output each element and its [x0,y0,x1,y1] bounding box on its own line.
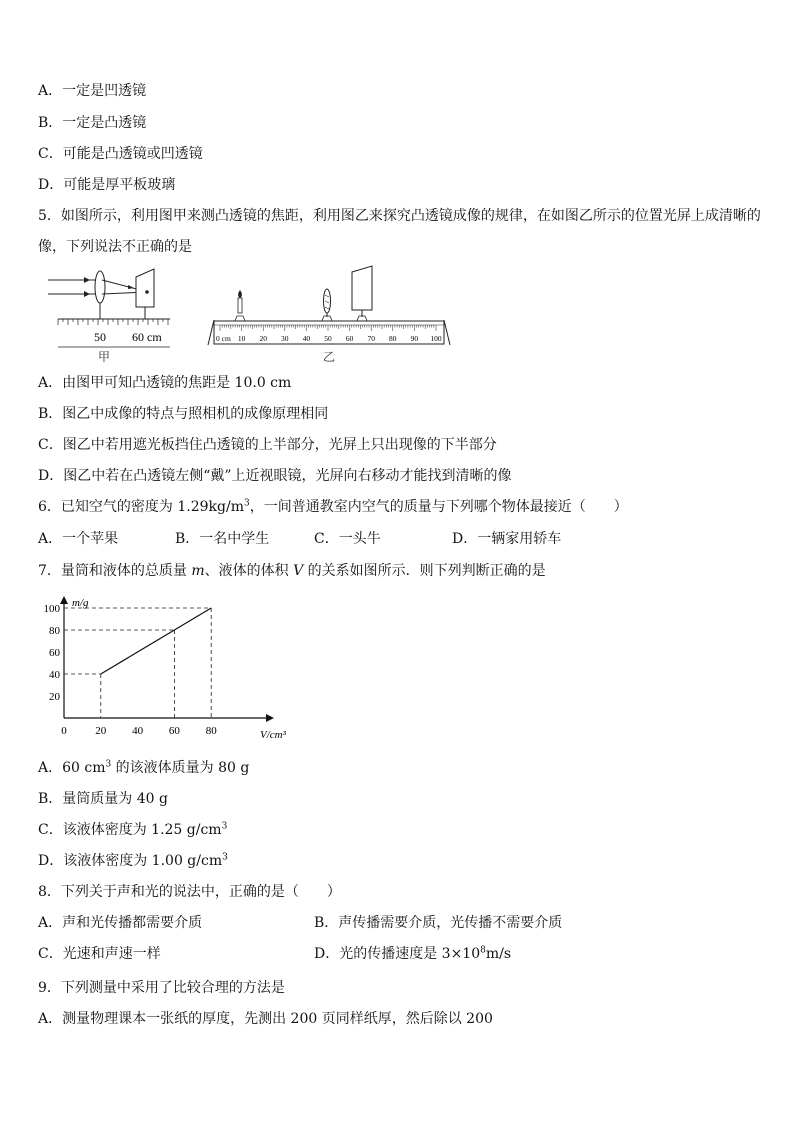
q5-stem-line2: 像，下列说法不正确的是 [38,239,192,255]
q5-stem-line1: 5．如图所示，利用图甲来测凸透镜的焦距，利用图乙来探究凸透镜成像的规律，在如图乙所示的位置光屏上成清晰的 [38,208,761,224]
x-tick-label: 20 [95,725,107,737]
q7-stem-v: V [293,563,304,579]
bench-scale-label: 40 [302,334,311,343]
y-tick-label: 40 [49,669,60,681]
q5-option-d: D．图乙中若在凸透镜左侧“戴”上近视眼镜，光屏向右移动才能找到清晰的像 [38,468,512,484]
q8-option-a: A．声和光传播都需要介质 [38,915,203,931]
q7-stem-a: 7．量筒和液体的总质量 [38,563,192,579]
q7-option-d-sup: 3 [222,852,228,863]
chart-ticks [44,603,218,737]
bench-scale-label: 10 [237,334,246,343]
q7-stem-b: 、液体的体积 [204,563,294,579]
figure-a-tick-50: 50 [94,330,106,344]
q7-option-c [38,820,227,840]
q6-stem-sup: 3 [243,498,250,509]
q8-option-d [314,944,511,964]
q8-options-row2 [38,944,758,964]
chart-series [101,608,211,674]
q7-option-c-sup: 3 [221,821,228,832]
q8-option-b: B．声传播需要介质，光传播不需要介质 [314,915,563,931]
q8-option-d-post: m/s [485,946,512,962]
x-tick-label: 0 [61,725,67,737]
figure-a-lens-focus [48,269,170,364]
q6-option-a: A．一个苹果 [38,531,119,547]
x-tick-label: 80 [205,725,217,737]
x-axis-arrow [266,714,274,722]
q7-stem-m: m [191,563,205,579]
figure-b-caption: 乙 [323,350,336,364]
q7-option-c-pre: C．该液体密度为 1.25 g/cm [38,822,222,838]
bench-scale-label: 50 [324,334,332,343]
figure-a-caption: 甲 [98,350,111,364]
q6-options [38,529,758,549]
q7-option-a [38,758,249,778]
bench-scale-label: 30 [281,334,289,343]
chart-guides [64,608,211,718]
y-tick-label: 60 [49,647,60,659]
q6-stem [38,497,628,517]
q7-chart [38,590,308,750]
q7-option-d [38,851,228,871]
bench-scale-label: 0 cm [216,334,231,343]
q7-option-a-post: 的该液体质量为 80 g [111,760,250,776]
q7-stem [38,561,546,581]
q6-option-c: C．一头牛 [314,531,381,547]
bench-scale-label: 70 [367,334,375,343]
figure-a-ruler-ticks [58,319,168,325]
q5-figures [44,263,464,367]
q7-stem-c: 的关系如图所示．则下列判断正确的是 [303,563,546,579]
bench-scale-label: 80 [389,334,397,343]
q7-option-a-sup: 3 [105,759,112,770]
q6-option-d: D．一辆家用轿车 [452,531,562,547]
x-tick-label: 40 [132,725,144,737]
figure-b-optical-bench [208,266,450,364]
bench-scale-label: 100 [430,334,442,343]
x-tick-label: 60 [168,725,180,737]
series-line [101,608,211,674]
q8-option-d-sup: 8 [480,945,486,956]
q7-option-d-pre: D．该液体密度为 1.00 g/cm [38,853,223,869]
q4-option-d: D．可能是厚平板玻璃 [38,177,176,193]
q6-stem-post: ，一间普通教室内空气的质量与下列哪个物体最接近（ ） [249,499,628,515]
q7-option-a-pre: A．60 cm [38,760,106,776]
q4-option-b: B．一定是凸透镜 [38,115,147,131]
q9-option-a: A．测量物理课本一张纸的厚度，先测出 200 页同样纸厚，然后除以 200 [38,1011,493,1027]
q5-option-b: B．图乙中成像的特点与照相机的成像原理相同 [38,406,329,422]
bench-scale-label: 60 [345,334,354,343]
q9-stem: 9．下列测量中采用了比较合理的方法是 [38,980,285,996]
q7-option-b: B．量筒质量为 40 g [38,791,168,807]
q5-option-a: A．由图甲可知凸透镜的焦距是 10.0 cm [38,375,292,391]
q6-option-b: B．一名中学生 [175,531,270,547]
y-tick-label: 20 [49,691,60,703]
q8-stem: 8．下列关于声和光的说法中，正确的是（ ） [38,884,341,900]
q5-option-c: C．图乙中若用遮光板挡住凸透镜的上半部分，光屏上只出现像的下半部分 [38,437,497,453]
chart-xlabel: V/cm³ [260,729,286,741]
q8-options-row1 [38,913,758,933]
chart-axes [60,596,274,722]
figure-a-tick-60: 60 cm [132,330,162,344]
q6-stem-pre: 6．已知空气的密度为 1.29kg/m [38,499,244,515]
y-axis-arrow [60,596,68,604]
q8-option-c: C．光速和声速一样 [38,946,161,962]
q4-option-a: A．一定是凹透镜 [38,83,147,99]
y-tick-label: 100 [43,603,60,615]
chart-ylabel: m/g [72,597,89,609]
bench-scale-label: 20 [259,334,267,343]
y-tick-label: 80 [49,625,60,637]
q4-option-c: C．可能是凸透镜或凹透镜 [38,146,203,162]
q8-option-d-pre: D．光的传播速度是 3×10 [314,946,481,962]
bench-scale-label: 90 [410,334,419,343]
